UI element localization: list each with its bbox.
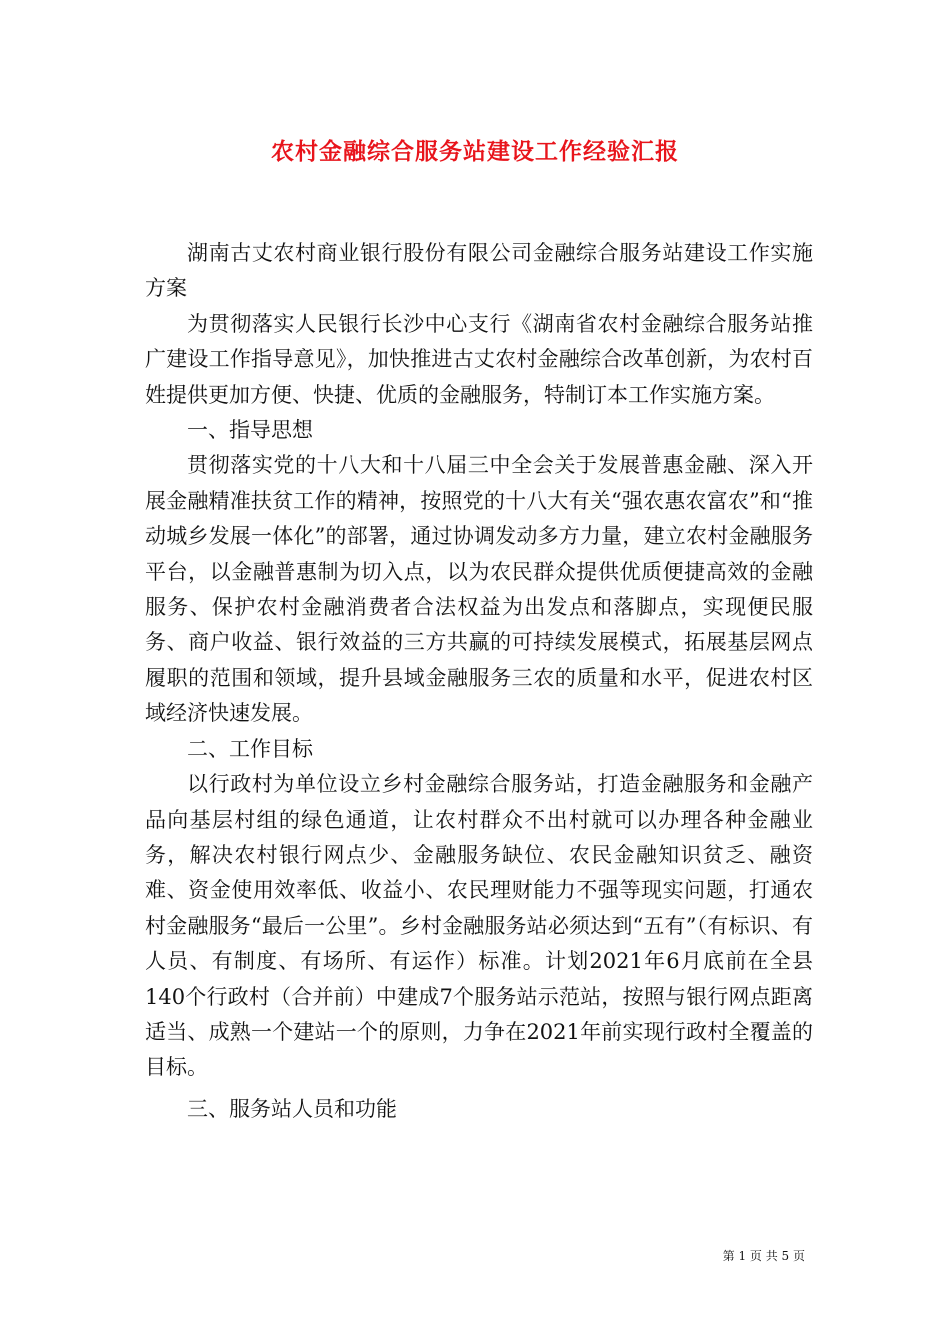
paragraph-guiding-ideology: 贯彻落实党的十八大和十八届三中全会关于发展普惠金融、深入开展金融精准扶贫工作的精神，按照党的十八大有关“强农惠农富农”和“推动城乡发展一体化”的部署，通过协调发动多方力量，建立农村金融服务平台，以金融普惠制为切入点，以为农民群众提供优质便捷高效的金融服务、保护农村金融消费者合法权益为出发点和落脚点，实现便民服务、商户收益、银行效益的三方共赢的可持续发展模式，拓展基层网点履职的范围和领域，提升县域金融服务三农的质量和水平，促进农村区域经济快速发展。 [145, 453, 813, 726]
heading-guiding-ideology: 一、指导思想 [187, 418, 313, 443]
paragraph-intro: 为贯彻落实人民银行长沙中心支行《湖南省农村金融综合服务站推广建设工作指导意见》，加快推进古丈农村金融综合改革创新，为农村百姓提供更加方便、快捷、优质的金融服务，特制订本工作实施方案。 [145, 311, 813, 407]
paragraph-plan-title: 湖南古丈农村商业银行股份有限公司金融综合服务站建设工作实施方案 [145, 241, 813, 301]
document-title: 农村金融综合服务站建设工作经验汇报 [271, 138, 679, 165]
page-number: 第 1 页 共 5 页 [722, 1249, 805, 1263]
heading-work-goals: 二、工作目标 [187, 736, 313, 761]
paragraph-work-goals: 以行政村为单位设立乡村金融综合服务站，打造金融服务和金融产品向基层村组的绿色通道，让农村群众不出村就可以办理各种金融业务，解决农村银行网点少、金融服务缺位、农民金融知识贫乏、融资难、资金使用效率低、收益小、农民理财能力不强等现实问题，打通农村金融服务“最后一公里”。乡村金融服务站必须达到“五有”（有标识、有人员、有制度、有场所、有运作）标准。计划2021年6月底前在全县140个行政村（合并前）中建成7个服务站示范站，按照与银行网点距离适当、成熟一个建站一个的原则，力争在2021年前实现行政村全覆盖的目标。 [145, 772, 813, 1080]
heading-staff-and-functions: 三、服务站人员和功能 [187, 1096, 397, 1121]
document-body [145, 236, 813, 1127]
